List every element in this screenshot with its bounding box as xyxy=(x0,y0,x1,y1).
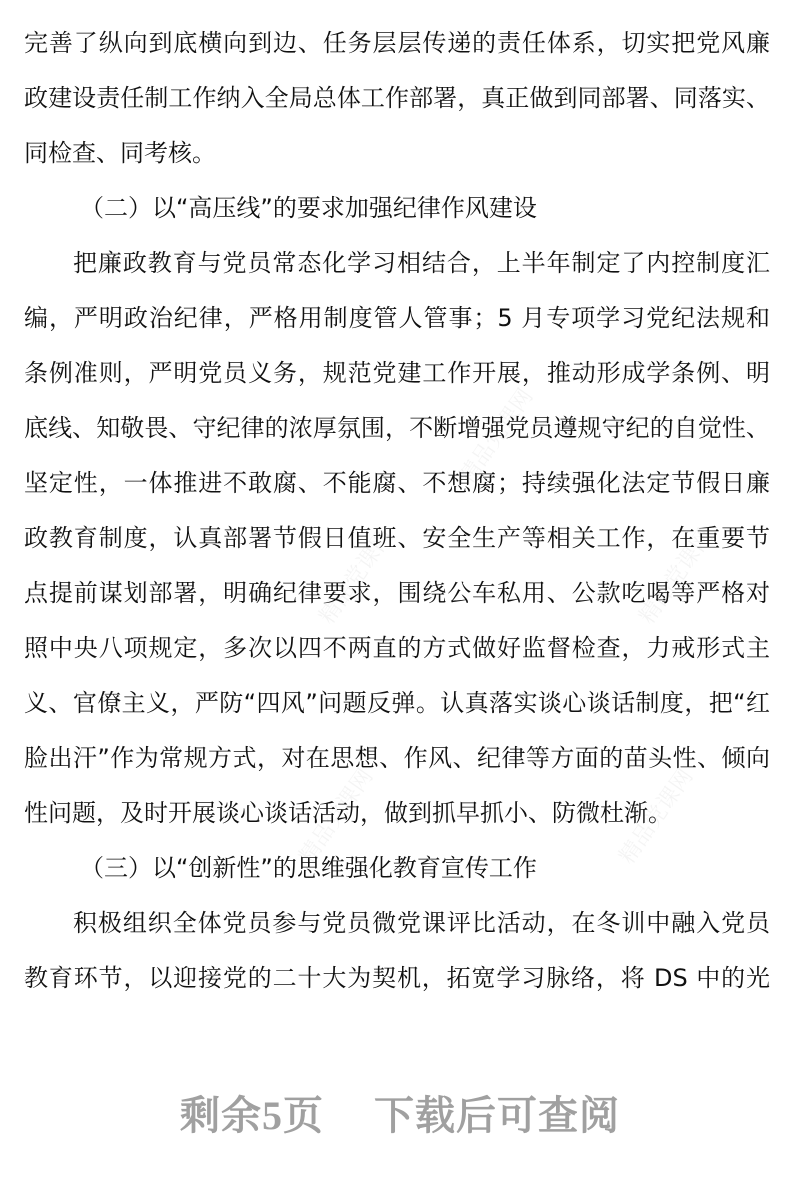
download-prompt[interactable] xyxy=(0,1084,800,1141)
paragraph-line: 义、官僚主义，严防“四风”问题反弹。认真落实谈心谈话制度，把“红 xyxy=(24,689,770,717)
download-hint-label: 下载后可查阅 xyxy=(374,1093,620,1138)
paragraph-line: 底线、知敬畏、守纪律的浓厚氛围，不断增强党员遵规守纪的自觉性、 xyxy=(24,414,770,442)
paragraph-line: 点提前谋划部署，明确纪律要求，围绕公车私用、公款吃喝等严格对 xyxy=(24,579,770,607)
paragraph-line: 照中央八项规定，多次以四不两直的方式做好监督检查，力戒形式主 xyxy=(24,634,770,662)
paragraph-line: 教育环节，以迎接党的二十大为契机，拓宽学习脉络，将 DS 中的光 xyxy=(24,964,770,992)
paragraph-line: 政教育制度，认真部署节假日值班、安全生产等相关工作，在重要节 xyxy=(24,524,770,552)
remaining-pages-label: 剩余5页 xyxy=(180,1093,324,1138)
paragraph-line: 把廉政教育与党员常态化学习相结合，上半年制定了内控制度汇 xyxy=(73,249,770,277)
section-heading: （三）以“创新性”的思维强化教育宣传工作 xyxy=(80,854,537,882)
paragraph-line: 政建设责任制工作纳入全局总体工作部署，真正做到同部署、同落实、 xyxy=(24,84,770,112)
paragraph-line: 同检查、同考核。 xyxy=(24,139,216,167)
paragraph-line: 性问题，及时开展谈心谈话活动，做到抓早抓小、防微杜渐。 xyxy=(24,799,672,827)
section-heading: （二）以“高压线”的要求加强纪律作风建设 xyxy=(80,194,537,222)
paragraph-line: 脸出汗”作为常规方式，对在思想、作风、纪律等方面的苗头性、倾向 xyxy=(24,744,770,772)
paragraph-line: 积极组织全体党员参与党员微党课评比活动，在冬训中融入党员 xyxy=(73,909,770,937)
paragraph-line: 坚定性，一体推进不敢腐、不能腐、不想腐；持续强化法定节假日廉 xyxy=(24,469,770,497)
paragraph-line: 完善了纵向到底横向到边、任务层层传递的责任体系，切实把党风廉 xyxy=(24,29,770,57)
paragraph-line: 编，严明政治纪律，严格用制度管人管事；5 月专项学习党纪法规和 xyxy=(24,304,770,332)
paragraph-line: 条例准则，严明党员义务，规范党建工作开展，推动形成学条例、明 xyxy=(24,359,770,387)
